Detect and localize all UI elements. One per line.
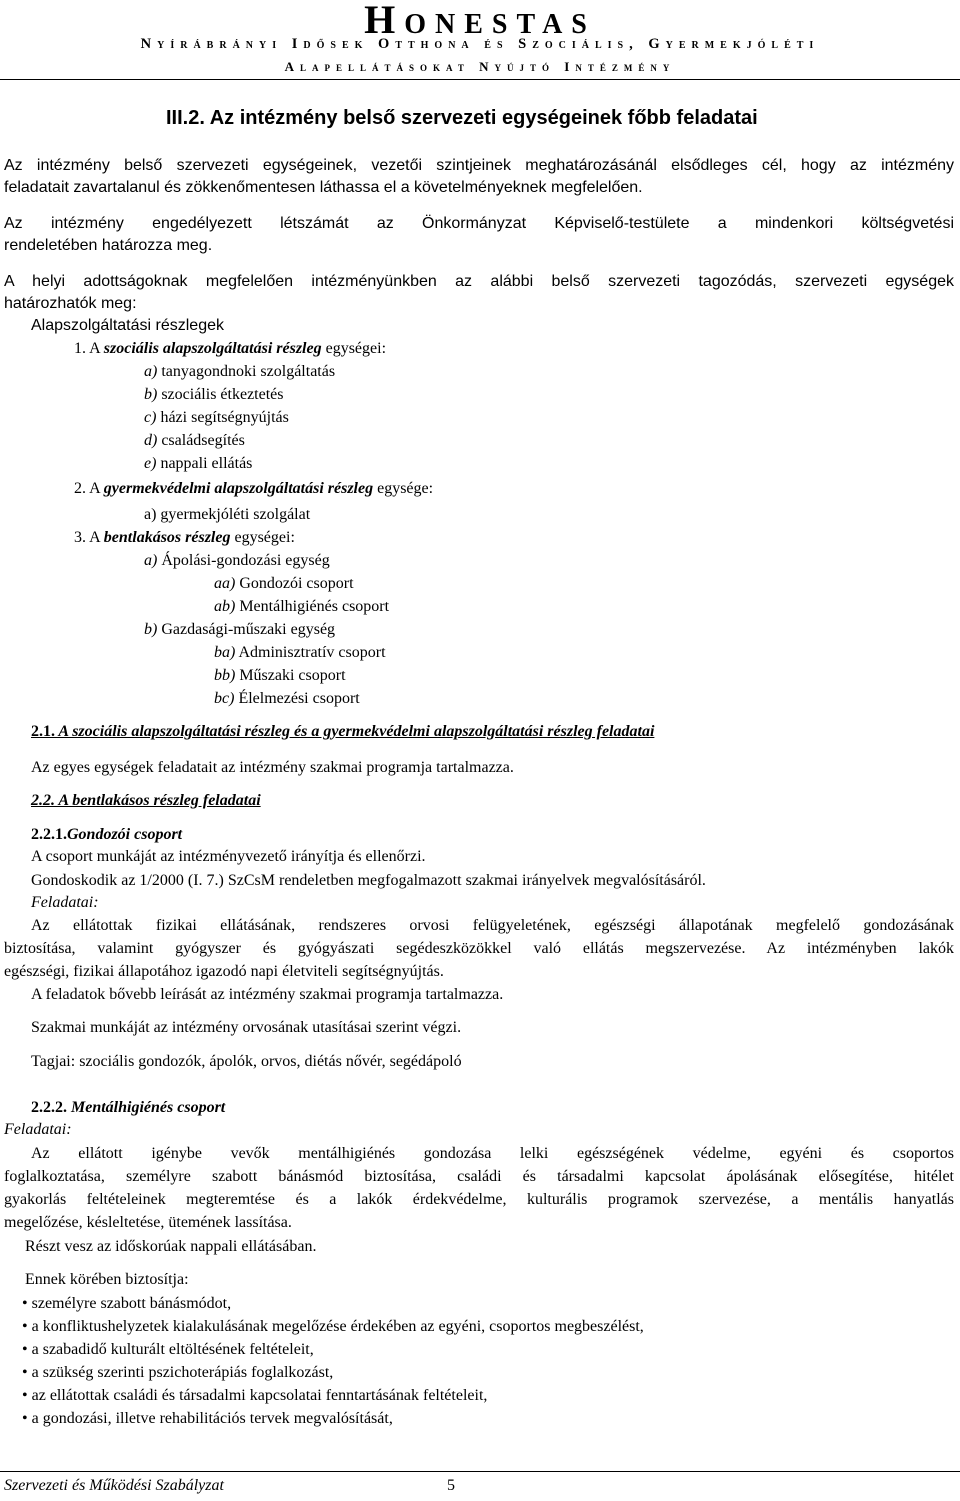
section-2-1-heading bbox=[31, 723, 654, 741]
unit3-item-a: a) Ápolási-gondozási egység bbox=[144, 552, 330, 569]
bullet-item: • a gondozási, illetve rehabilitációs tervek megvalósítását, bbox=[22, 1410, 393, 1427]
unit1-pre: 1. A bbox=[74, 340, 104, 357]
section-2-1-number: 2.1. bbox=[31, 723, 55, 740]
unit1-item-a: a) tanyagondnoki szolgáltatás bbox=[144, 363, 336, 380]
bullet-icon: • bbox=[22, 1364, 28, 1381]
intro-p3-line3: Alapszolgáltatási részlegek bbox=[31, 317, 224, 334]
footer-document-title: Szervezeti és Működési Szabályzat bbox=[4, 1477, 224, 1494]
intro-p2-line2: rendeletében határozza meg. bbox=[4, 237, 213, 254]
unit3-item-ab: ab) Mentálhigiénés csoport bbox=[214, 598, 390, 615]
unit1-post: egységei: bbox=[321, 340, 387, 357]
bullet-icon: • bbox=[22, 1387, 28, 1404]
unit3-name: bentlakásos részleg bbox=[103, 529, 231, 546]
bullet-item: • személyre szabott bánásmódot, bbox=[22, 1295, 232, 1312]
bullet-icon: • bbox=[22, 1295, 28, 1312]
section-2-2-1-line1: A csoport munkáját az intézményvezető irányítja és ellenőrzi. bbox=[31, 848, 426, 865]
section-2-2-1-name: Gondozói csoport bbox=[67, 826, 183, 843]
section-2-2-1-para-line2: biztosítása, valamint gyógyszer és gyógyászati segédeszközökkel való ellátás megszervezése. Az intézményben lakók bbox=[4, 940, 954, 957]
unit3-item-bc: bc) Élelmezési csoport bbox=[214, 690, 360, 707]
section-2-2-2-name: Mentálhigiénés csoport bbox=[71, 1099, 226, 1116]
bullet-icon: • bbox=[22, 1410, 28, 1427]
unit1-item-d: d) családsegítés bbox=[144, 432, 245, 449]
section-title: III.2. Az intézmény belső szervezeti egységeinek főbb feladatai bbox=[166, 107, 758, 129]
intro-p2-line1: Az intézmény engedélyezett létszámát az Önkormányzat Képviselő-testülete a mindenkori költségvetési bbox=[4, 215, 954, 232]
section-2-2-2-para-line4: megelőzése, késleltetése, ütemének lassítása. bbox=[4, 1214, 292, 1231]
unit1-item-b: b) szociális étkeztetés bbox=[144, 386, 284, 403]
section-2-2-1-para-line3: egészségi, fizikai állapotához igazodó napi életviteli segítségnyújtás. bbox=[4, 963, 444, 980]
bullet-item: • a szabadidő kulturált eltöltésének feltételeit, bbox=[22, 1341, 314, 1358]
section-2-2-1-para-line1: Az ellátottak fizikai ellátásának, rendszeres orvosi felügyeletének, egészségi állapotának megfelelő gondozásának bbox=[31, 917, 954, 934]
footer-divider bbox=[0, 1471, 960, 1472]
section-2-2-2-para-line2: foglalkoztatása, személyre szabott bánásmód biztosítása, családi és társadalmi kapcsolat ápolásának elősegítése, hitélet bbox=[4, 1168, 954, 1185]
bullet-item: • a szükség szerinti pszichoterápiás foglalkozást, bbox=[22, 1364, 334, 1381]
unit3-item-b: b) Gazdasági-műszaki egység bbox=[144, 621, 336, 638]
section-2-2-2-line1: Részt vesz az időskorúak nappali ellátásában. bbox=[25, 1238, 317, 1255]
bullet-icon: • bbox=[22, 1341, 28, 1358]
intro-p3-line2: határozhatók meg: bbox=[4, 295, 137, 312]
unit1-name: szociális alapszolgáltatási részleg bbox=[103, 340, 322, 357]
section-2-2-heading: 2.2. A bentlakásos részleg feladatai bbox=[31, 792, 261, 809]
unit1-item-c: c) házi segítségnyújtás bbox=[144, 409, 289, 426]
bullet-item: • az ellátottak családi és társadalmi kapcsolatai fenntartásának feltételeit, bbox=[22, 1387, 488, 1404]
unit3-item-aa: aa) Gondozói csoport bbox=[214, 575, 354, 592]
section-2-2-2-feladatai-label: Feladatai: bbox=[4, 1121, 72, 1138]
unit3-item-bb: bb) Műszaki csoport bbox=[214, 667, 346, 684]
bullet-icon: • bbox=[22, 1318, 28, 1335]
section-2-2-1-line4: Szakmai munkáját az intézmény orvosának utasításai szerint végzi. bbox=[31, 1019, 462, 1036]
footer-page-number: 5 bbox=[447, 1477, 455, 1494]
unit2-heading: 2. A gyermekvédelmi alapszolgáltatási részleg egysége: bbox=[74, 480, 434, 497]
intro-p3-line1: A helyi adottságoknak megfelelően intézményünkben az alábbi belső szervezeti tagozódás, szervezeti egységek bbox=[4, 273, 954, 290]
bullet-item: • a konfliktushelyzetek kialakulásának megelőzése érdekében az egyéni, csoportos megbeszélést, bbox=[22, 1318, 644, 1335]
section-2-2-2-heading: 2.2.2. Mentálhigiénés csoport bbox=[31, 1099, 226, 1116]
section-2-1-title: A szociális alapszolgáltatási részleg és a gyermekvédelmi alapszolgáltatási részleg feladatai bbox=[55, 723, 655, 740]
header-institution-subtitle: Alapellátásokat Nyújtó Intézmény bbox=[284, 59, 676, 74]
unit2-item-a: a) gyermekjóléti szolgálat bbox=[144, 506, 311, 523]
header-institution-name: Nyírábrányi Idősek Otthona és Szociális, Gyermekjóléti bbox=[140, 36, 820, 52]
section-2-2-1-heading: 2.2.1.Gondozói csoport bbox=[31, 826, 183, 843]
section-2-2-2-para-line3: gyakorlás feltételeinek megteremtése és a lakók érdekvédelme, kulturális programok szervezése, a mentális hanyatlás bbox=[4, 1191, 954, 1208]
section-2-2-2-line2: Ennek körében biztosítja: bbox=[25, 1271, 189, 1288]
section-2-1-text: Az egyes egységek feladatait az intézmény szakmai programja tartalmazza. bbox=[31, 759, 514, 776]
intro-p1-line2: feladatait zavartalanul és zökkenőmentesen láthassa el a követelményeknek megfelelően. bbox=[4, 179, 643, 196]
unit3-heading: 3. A bentlakásos részleg egységei: bbox=[74, 529, 295, 546]
section-2-2-1-feladatai-label: Feladatai: bbox=[31, 894, 99, 911]
section-2-2-1-line3: A feladatok bővebb leírását az intézmény szakmai programja tartalmazza. bbox=[31, 986, 504, 1003]
unit2-name: gyermekvédelmi alapszolgáltatási részleg bbox=[103, 480, 374, 497]
section-2-2-2-para-line1: Az ellátott igénybe vevők mentálhigiénés gondozása lelki egészségének védelme, egyéni és csoportos bbox=[31, 1145, 954, 1162]
unit1-item-e: e) nappali ellátás bbox=[144, 455, 253, 472]
section-2-2-1-members: Tagjai: szociális gondozók, ápolók, orvos, diétás nővér, segédápoló bbox=[31, 1053, 462, 1070]
organization-logo: Honestas bbox=[364, 0, 596, 42]
unit3-item-ba: ba) Adminisztratív csoport bbox=[214, 644, 386, 661]
unit1-heading bbox=[74, 340, 386, 358]
header-divider bbox=[0, 79, 960, 80]
section-2-2-1-line2: Gondoskodik az 1/2000 (I. 7.) SzCsM rendeletben megfogalmazott szakmai irányelvek megvalósításáról. bbox=[31, 872, 706, 889]
intro-p1-line1: Az intézmény belső szervezeti egységeinek, vezetői szintjeinek meghatározásánál elsődleges cél, hogy az intézmény bbox=[4, 157, 954, 174]
